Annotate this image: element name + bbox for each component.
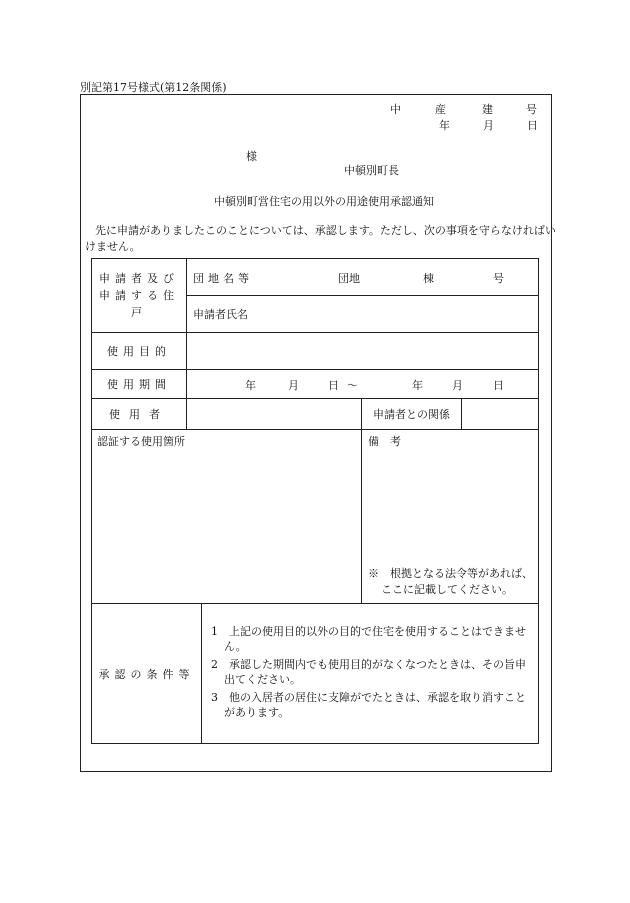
danchi-unit: 団地: [338, 272, 360, 285]
purpose-value-cell: [187, 333, 539, 370]
conditions-label-cell: [92, 604, 202, 744]
period-to-month: 月: [452, 379, 463, 392]
form-label: 別記第17号様式(第12条関係): [80, 81, 227, 94]
row-danchi: [92, 259, 539, 296]
user-label: 使用者: [109, 408, 169, 421]
applicant-name-cell: [187, 296, 539, 333]
addressee-suffix: 様: [246, 150, 257, 163]
purpose-label: 使用目的: [107, 345, 171, 358]
row-conditions: [92, 604, 539, 744]
applicant-header-cell: [92, 259, 187, 333]
condition-3: 3 他の入居者の居住に支障がでたときは、承認を取り消すことがあります。: [211, 691, 526, 719]
purpose-label-cell: [92, 333, 187, 370]
body-text-line-2: けません。: [85, 240, 141, 253]
doc-no-char-1: 中: [390, 103, 401, 116]
details-table: [91, 258, 539, 744]
remarks-label: 備 考: [368, 435, 401, 448]
period-to-day: 日: [493, 379, 504, 392]
period-value-cell: [187, 370, 539, 399]
row-purpose: [92, 333, 539, 370]
issuer: 中頓別町長: [344, 164, 399, 177]
row-period: [92, 370, 539, 399]
conditions-cell: [202, 604, 539, 744]
applicant-header-line-1: 申請者及び: [99, 272, 179, 285]
period-label-cell: [92, 370, 187, 399]
date-month: 月: [483, 119, 494, 132]
period-from-month: 月: [288, 379, 299, 392]
danchi-cell: [187, 259, 539, 296]
approved-place-cell: [92, 430, 362, 604]
doc-no-char-3: 建: [482, 103, 493, 116]
relation-value-cell: [462, 399, 539, 430]
period-to-year: 年: [412, 379, 423, 392]
remarks-note-line-2: ここに記載してください。: [381, 583, 513, 596]
period-separator: 〜: [347, 379, 358, 392]
period-label: 使用期間: [107, 378, 171, 391]
remarks-note-line-1: ※ 根拠となる法令等があれば、: [368, 567, 533, 580]
user-value-cell: [187, 399, 362, 430]
danchi-label: 団地名等: [193, 272, 253, 285]
room-unit: 号: [493, 272, 504, 285]
approved-place-label: 認証する使用箇所: [97, 435, 185, 448]
doc-no-char-2: 産: [435, 103, 446, 116]
period-from-day: 日: [328, 379, 339, 392]
building-unit: 棟: [423, 272, 434, 285]
user-label-cell: [92, 399, 187, 430]
doc-no-char-4: 号: [526, 103, 537, 116]
date-year: 年: [439, 119, 450, 132]
condition-2: 2 承認した期間内でも使用目的がなくなつたときは、その旨申出てください。: [211, 658, 526, 686]
remarks-cell: [362, 430, 539, 604]
row-place-remarks: [92, 430, 539, 604]
conditions-label: 承認の条件等: [98, 667, 195, 681]
applicant-name-label: 申請者氏名: [193, 308, 248, 321]
body-text-line-1: 先に申請がありましたこのことについては、承認します。ただし、次の事項を守らなければい: [95, 224, 556, 237]
relation-label: 申請者との関係: [373, 408, 450, 421]
condition-1: 1 上記の使用目的以外の目的で住宅を使用することはできません。: [211, 625, 526, 653]
applicant-header-line-2: 申請する住戸: [99, 289, 179, 319]
document-title: 中頓別町営住宅の用以外の用途使用承認通知: [214, 195, 434, 208]
date-day: 日: [527, 119, 538, 132]
row-user: [92, 399, 539, 430]
period-from-year: 年: [245, 379, 256, 392]
relation-label-cell: [362, 399, 462, 430]
